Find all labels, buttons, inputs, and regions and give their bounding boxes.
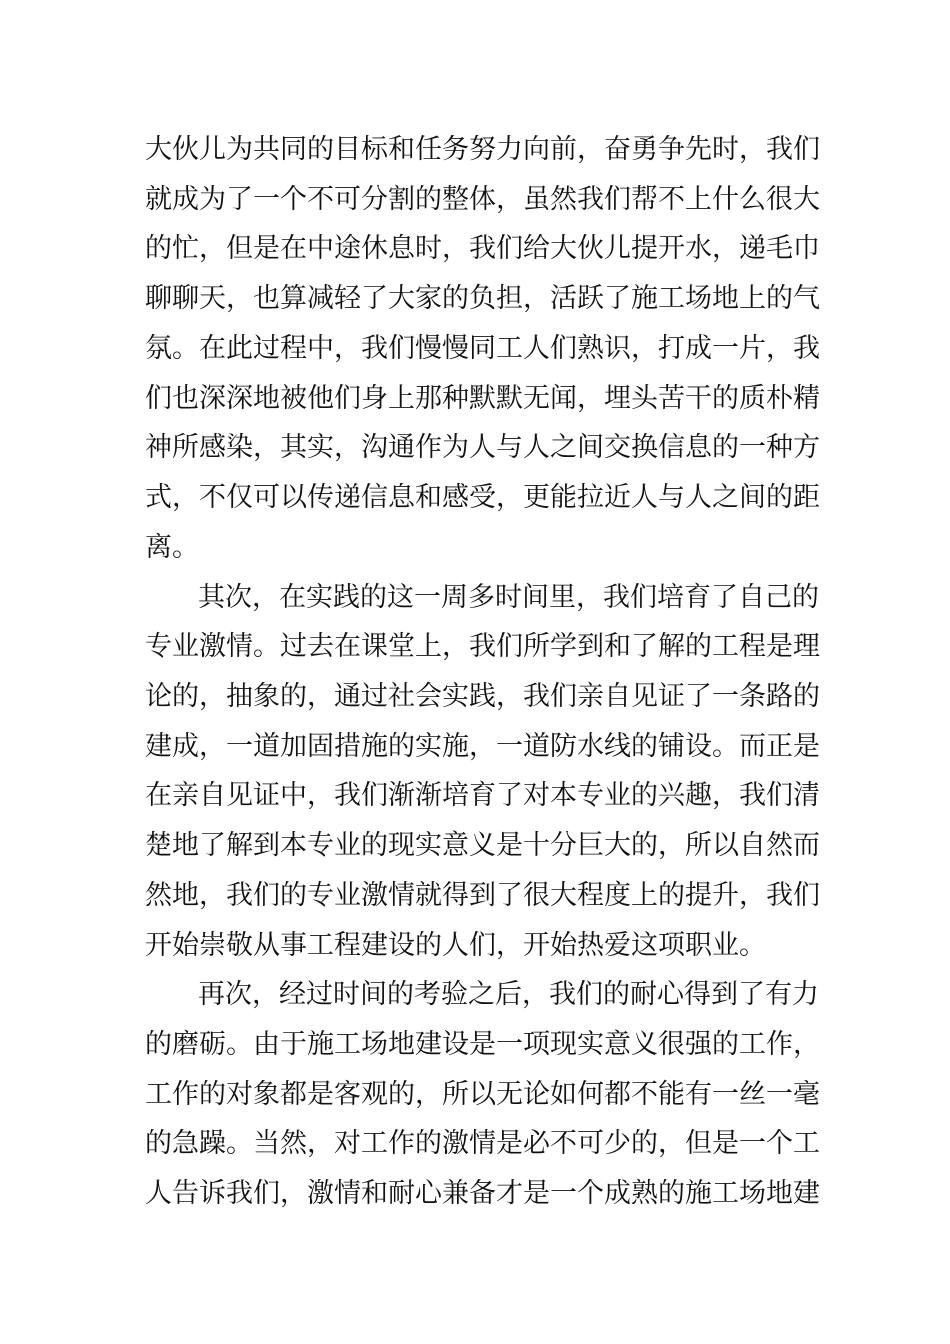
paragraph-start-line: 再次，经过时间的考验之后，我们的耐心得到了有力 xyxy=(198,979,819,1010)
text-line: 氛。在此过程中，我们慢慢同工人们熟识，打成一片，我 xyxy=(145,333,820,364)
text-line: 论的，抽象的，通过社会实践，我们亲自见证了一条路的 xyxy=(145,681,820,712)
text-line: 的急躁。当然，对工作的激情是必不可少的，但是一个工 xyxy=(145,1128,820,1159)
text-line: 的磨砺。由于施工场地建设是一项现实意义很强的工作， xyxy=(145,1029,820,1060)
text-line: 楚地了解到本专业的现实意义是十分巨大的，所以自然而 xyxy=(145,830,820,861)
text-line: 的忙，但是在中途休息时，我们给大伙儿提开水，递毛巾 xyxy=(145,233,820,264)
text-line: 大伙儿为共同的目标和任务努力向前，奋勇争先时，我们 xyxy=(145,134,820,165)
text-line: 人告诉我们，激情和耐心兼备才是一个成熟的施工场地建 xyxy=(145,1178,820,1209)
text-line: 式，不仅可以传递信息和感受，更能拉近人与人之间的距 xyxy=(145,482,820,513)
text-line: 神所感染，其实，沟通作为人与人之间交换信息的一种方 xyxy=(145,432,820,463)
text-line: 离。 xyxy=(145,532,199,563)
text-line: 工作的对象都是客观的，所以无论如何都不能有一丝一毫 xyxy=(145,1079,820,1110)
text-line: 聊聊天，也算减轻了大家的负担，活跃了施工场地上的气 xyxy=(145,283,820,314)
text-line: 在亲自见证中，我们渐渐培育了对本专业的兴趣，我们清 xyxy=(145,780,820,811)
text-line: 建成，一道加固措施的实施，一道防水线的铺设。而正是 xyxy=(145,731,820,762)
text-line: 就成为了一个不可分割的整体，虽然我们帮不上什么很大 xyxy=(145,184,820,215)
text-line: 专业激情。过去在课堂上，我们所学到和了解的工程是理 xyxy=(145,631,820,662)
text-line: 们也深深地被他们身上那种默默无闻，埋头苦干的质朴精 xyxy=(145,383,820,414)
text-line: 然地，我们的专业激情就得到了很大程度上的提升，我们 xyxy=(145,880,820,911)
text-line: 开始崇敬从事工程建设的人们，开始热爱这项职业。 xyxy=(145,930,766,961)
paragraph-start-line: 其次，在实践的这一周多时间里，我们培育了自己的 xyxy=(198,582,819,613)
